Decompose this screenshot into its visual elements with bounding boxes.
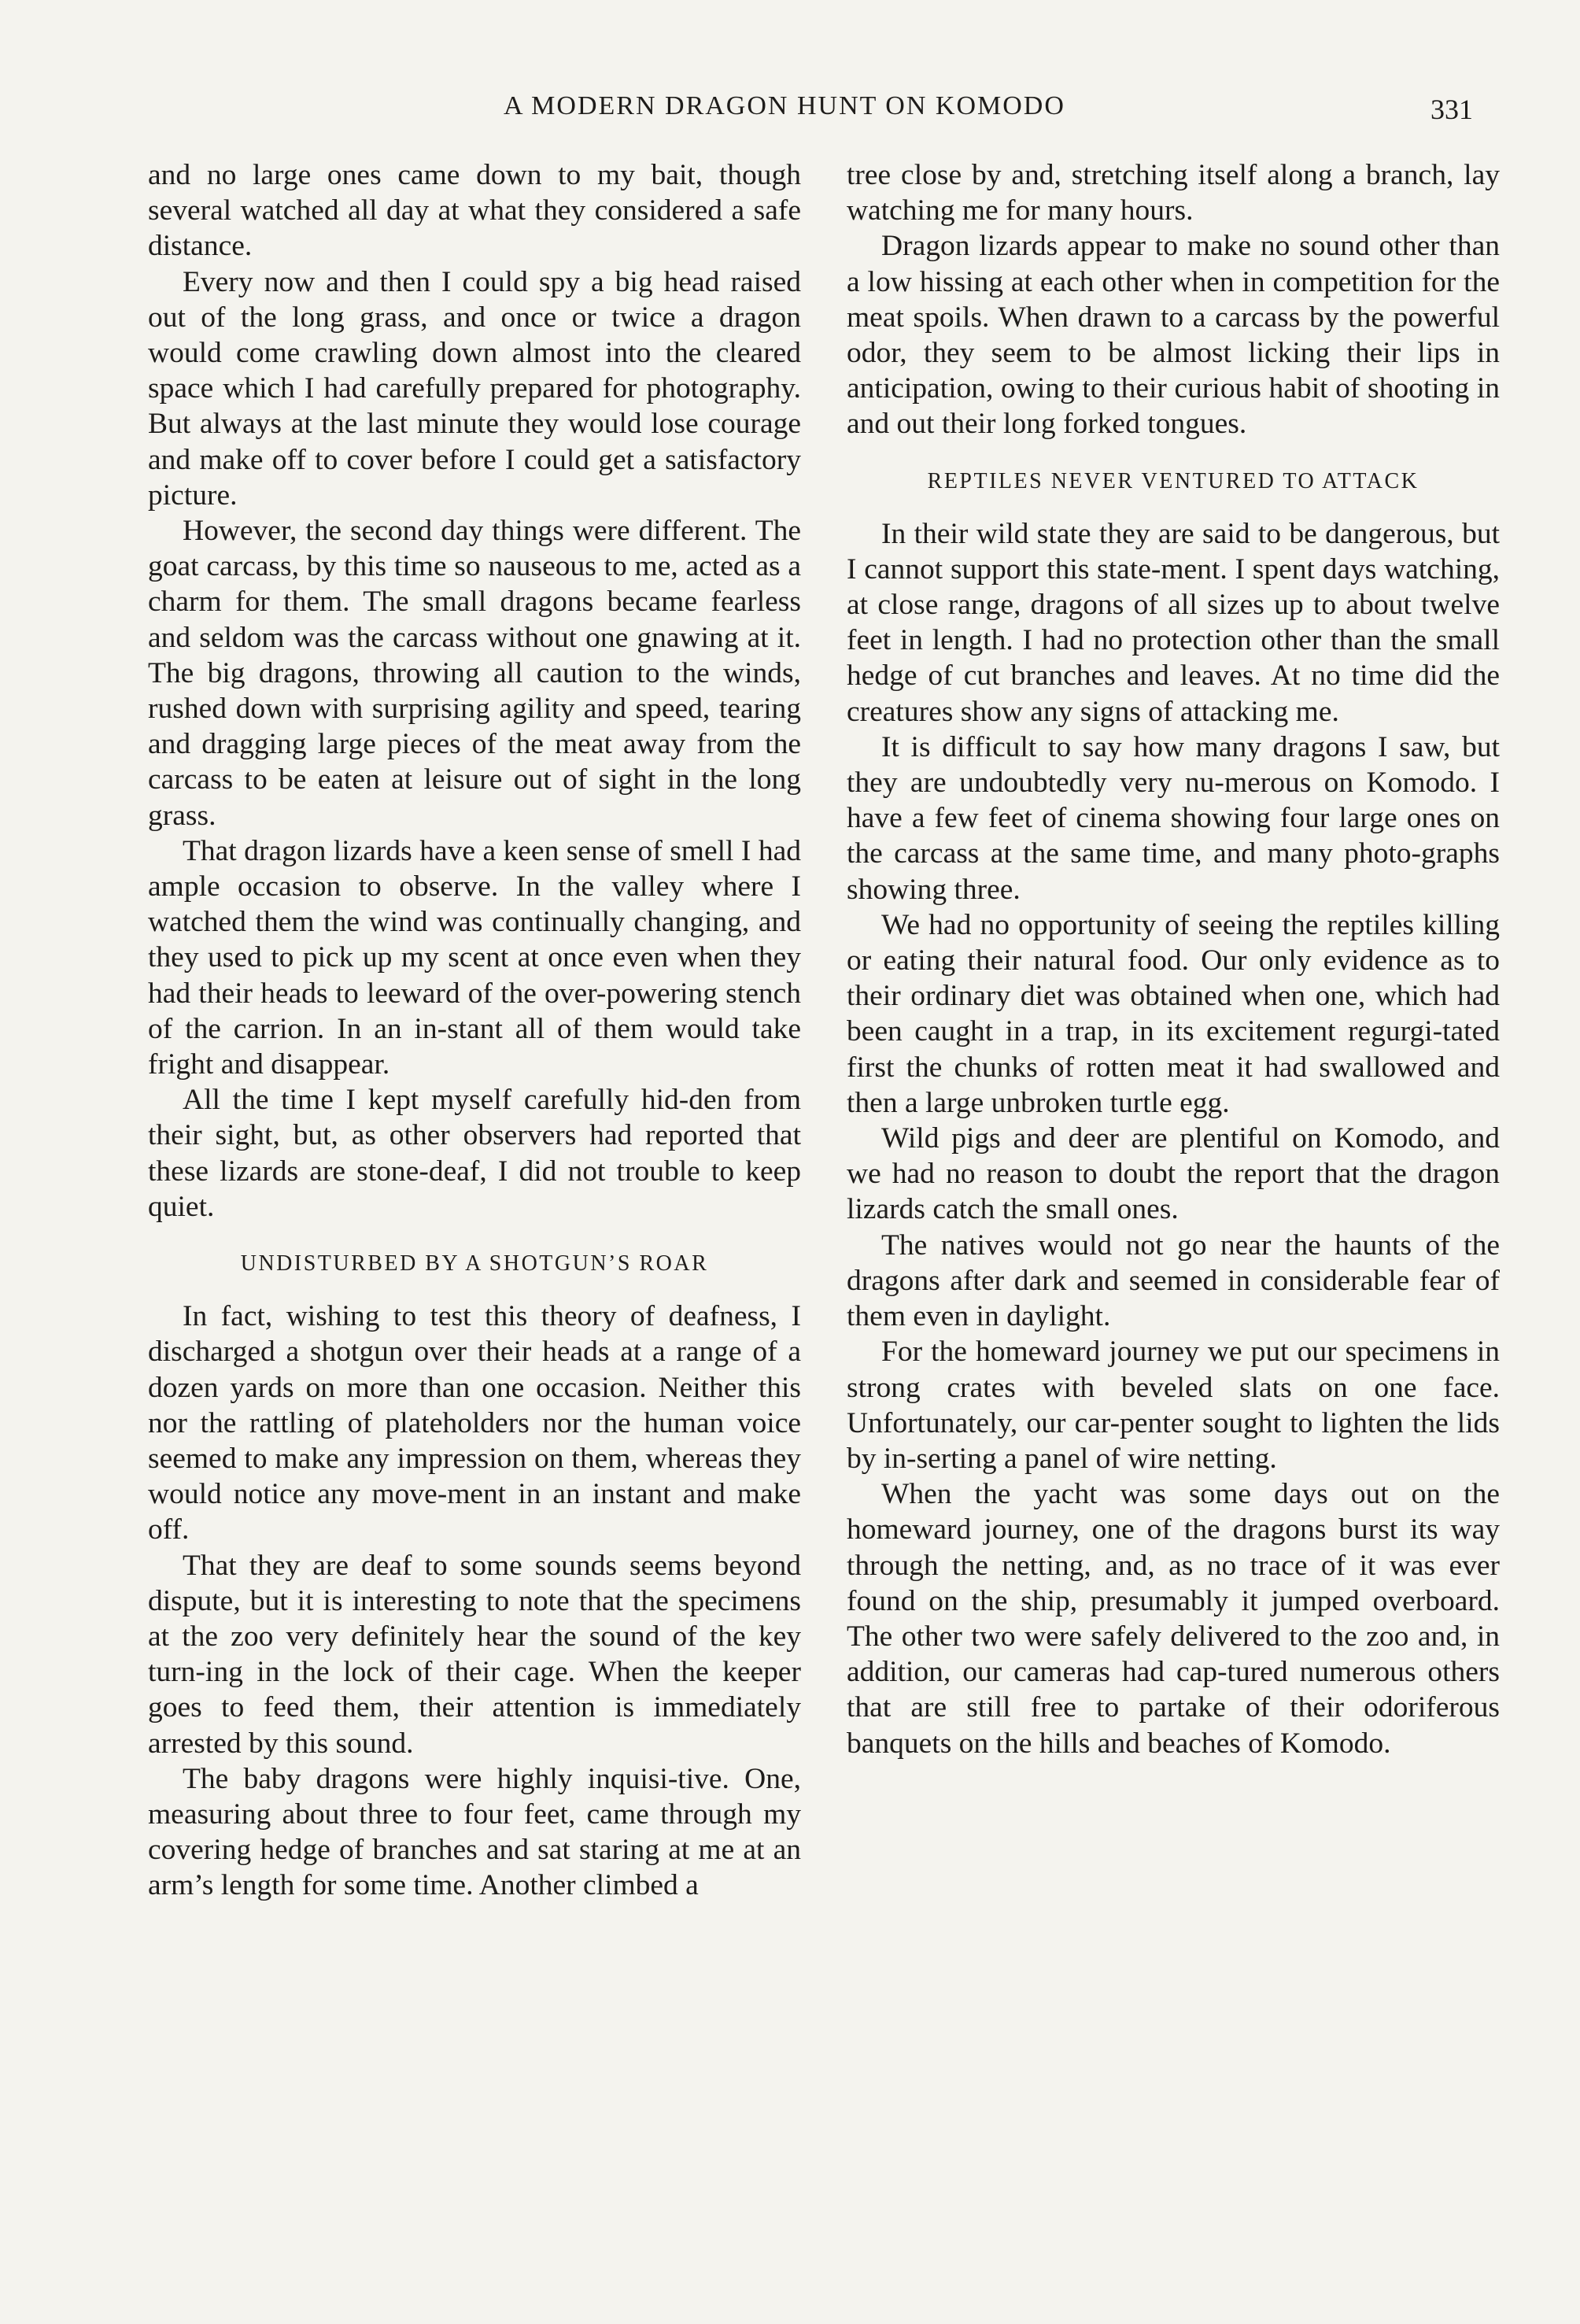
paragraph: For the homeward journey we put our specimens in strong crates with beveled slats on one face. Unfortunately, our car-penter sought to lighten the lids by in-serting a panel of wire netting. <box>847 1336 1500 1475</box>
paragraph: The baby dragons were highly inquisi-tive. One, measuring about three to four feet, came through my covering hedge of branches and sat staring at me at an arm’s length for some time. Another climbed a <box>148 1762 801 1902</box>
right-column <box>847 157 1500 1761</box>
paragraph: It is difficult to say how many dragons I saw, but they are undoubtedly very nu-merous on Komodo. I have a few feet of cinema showing four large ones on the carcass at the same time, and many photo-graphs showing three. <box>847 730 1500 906</box>
paragraph: Every now and then I could spy a big head raised out of the long grass, and once or twice a dragon would come crawling down almost into the cleared space which I had carefully prepared for photography. But always at the last minute they would lose courage and make off to cover before I could get a satisfactory picture. <box>148 265 801 512</box>
paragraph: When the yacht was some days out on the homeward journey, one of the dragons burst its way through the netting, and, as no trace of it was ever found on the ship, presumably it jumped overboard. The other two were safely delivered to the zoo and, in addition, our cameras had cap-tured numerous others that are still free to partake of their odoriferous banquets on the hills and beaches of Komodo. <box>847 1478 1500 1760</box>
page-header <box>0 91 1580 139</box>
paragraph: That they are deaf to some sounds seems beyond dispute, but it is interesting to note that the specimens at the zoo very definitely hear the sound of the key turn-ing in the lock of their cage. When the keeper goes to feed them, their attention is immediately arrested by this sound. <box>148 1549 801 1760</box>
paragraph: Dragon lizards appear to make no sound other than a low hissing at each other when in competition for the meat spoils. When drawn to a carcass by the powerful odor, they seem to be almost licking their lips in anticipation, owing to their curious habit of shooting in and out their long forked tongues. <box>847 230 1500 441</box>
paragraph: We had no opportunity of seeing the reptiles killing or eating their natural food. Our only evidence as to their ordinary diet was obtained when one, which had been caught in a trap, in its excitement regurgi-tated first the chunks of rotten meat it had swallowed and then a large unbroken turtle egg. <box>847 908 1500 1119</box>
left-column <box>148 157 801 1904</box>
running-title: A MODERN DRAGON HUNT ON KOMODO <box>504 91 1065 120</box>
paragraph: The natives would not go near the haunts of the dragons after dark and seemed in considerable fear of them even in daylight. <box>847 1229 1500 1333</box>
paragraph: All the time I kept myself carefully hid-den from their sight, but, as other observers had reported that these lizards are stone-deaf, I did not trouble to keep quiet. <box>148 1084 801 1223</box>
paragraph: However, the second day things were different. The goat carcass, by this time so nauseous to me, acted as a charm for them. The small dragons became fearless and seldom was the carcass without one gnawing at it. The big dragons, throwing all caution to the winds, rushed down with surprising agility and speed, tearing and dragging large pieces of the meat away from the carcass to be eaten at leisure out of sight in the long grass. <box>148 515 801 832</box>
paragraph: In fact, wishing to test this theory of deafness, I discharged a shotgun over their heads at a range of a dozen yards on more than one occasion. Neither this nor the rattling of plateholders nor the human voice seemed to make any impression on them, whereas they would notice any move-ment in an instant and make off. <box>148 1300 801 1546</box>
paragraph: Wild pigs and deer are plentiful on Komodo, and we had no reason to doubt the report that the dragon lizards catch the small ones. <box>847 1122 1500 1226</box>
paragraph: tree close by and, stretching itself along a branch, lay watching me for many hours. <box>847 159 1500 227</box>
paragraph: and no large ones came down to my bait, though several watched all day at what they considered a safe distance. <box>148 159 801 263</box>
page-number: 331 <box>1430 94 1473 125</box>
paragraph: That dragon lizards have a keen sense of smell I had ample occasion to observe. In the valley where I watched them the wind was continually changing, and they used to pick up my scent at once even when they had their heads to leeward of the over-powering stench of the carrion. In an in-stant all of them would take fright and disappear. <box>148 834 801 1081</box>
section-subheading: UNDISTURBED BY A SHOTGUN’S ROAR <box>240 1251 709 1277</box>
section-subheading: REPTILES NEVER VENTURED TO ATTACK <box>927 468 1419 493</box>
paragraph: In their wild state they are said to be dangerous, but I cannot support this state-ment. I spent days watching, at close range, dragons of all sizes up to about twelve feet in length. I had no protection other than the small hedge of cut branches and leaves. At no time did the creatures show any signs of attacking me. <box>847 517 1500 728</box>
